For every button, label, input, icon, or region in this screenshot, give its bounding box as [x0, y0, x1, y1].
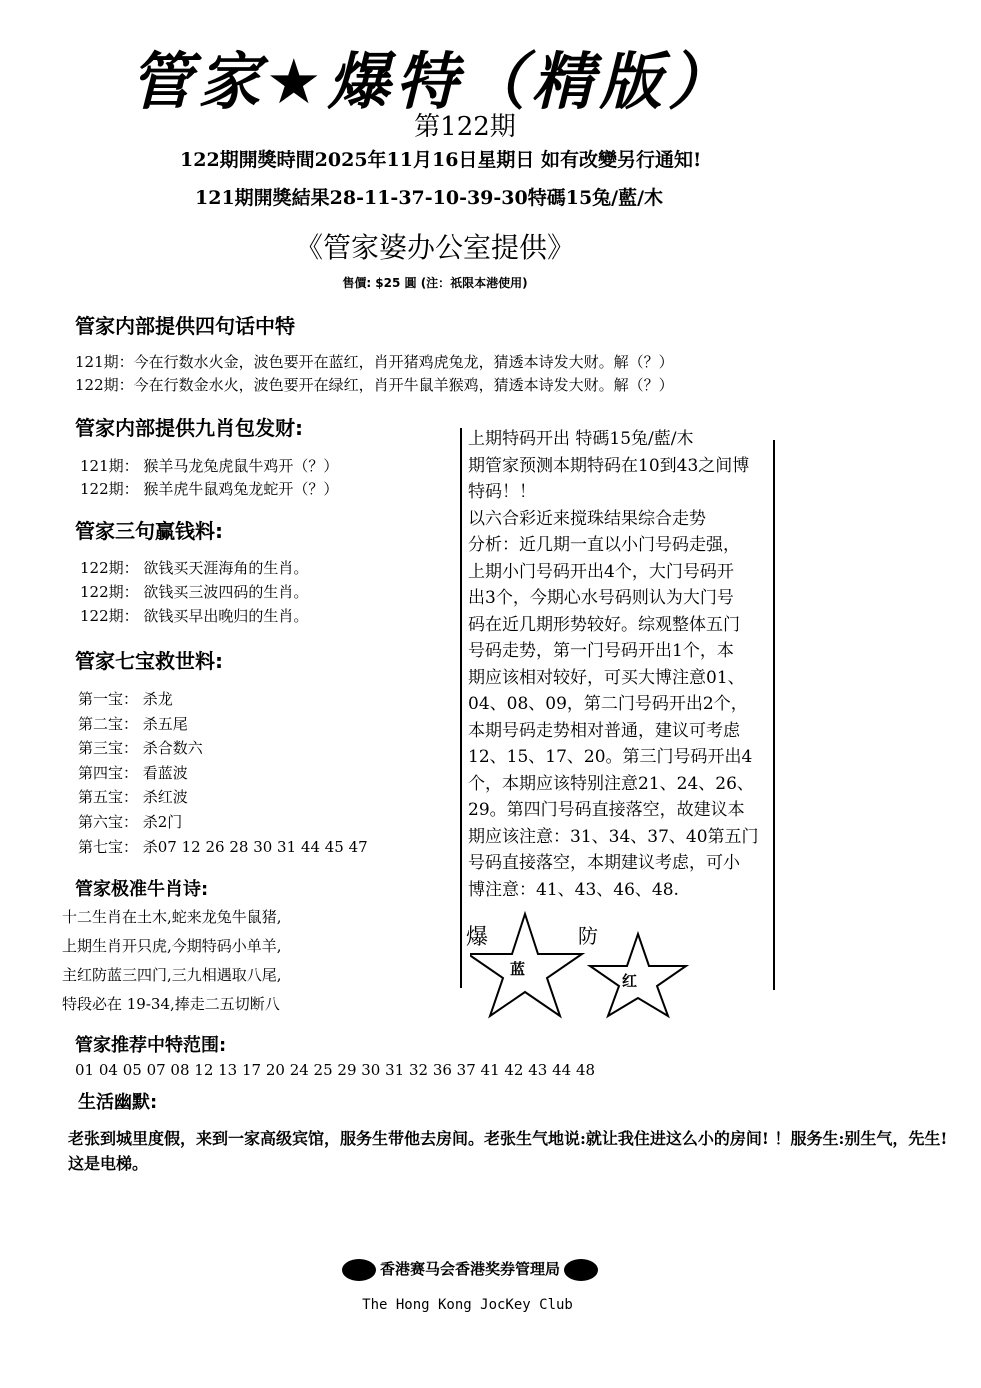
- three-lines-item: 122期： 欲钱买三波四码的生肖。: [80, 583, 309, 601]
- footer-logo: [0, 1258, 940, 1281]
- issue-number: 第122期: [414, 112, 516, 142]
- nine-zodiac-item: 122期： 猴羊虎牛鼠鸡兔龙蛇开（？）: [80, 480, 339, 498]
- analysis-line: 号码走势，第一门号码开出1个，本: [468, 641, 734, 661]
- treasure-item: 第一宝： 杀龙: [78, 690, 173, 708]
- four-lines-heading: 管家内部提供四句话中特: [75, 314, 295, 338]
- poem-heading: 管家极准牛肖诗:: [75, 879, 209, 900]
- range-numbers: 01 04 05 07 08 12 13 17 20 24 25 29 30 31 32 36 37 41 42 43 44 48: [75, 1061, 596, 1079]
- jockey-club-emblem-icon: [564, 1259, 598, 1281]
- jockey-club-emblem-icon: [342, 1259, 376, 1281]
- range-heading: 管家推荐中特范围:: [75, 1035, 227, 1056]
- analysis-line: 以六合彩近来搅珠结果综合走势: [468, 508, 706, 529]
- humor-text: 老张到城里度假，来到一家高级宾馆，服务生带他去房间。老张生气地说:就让我住进这么小的房间! ！服务生:别生气，先生! 这是电梯。: [68, 1129, 948, 1173]
- analysis-line: 期应该注意：31、34、37、40第五门: [468, 826, 759, 847]
- analysis-line: 期应该相对较好，可买大博注意01、: [468, 667, 745, 688]
- analysis-line: 上期小门号码开出4个，大门号码开: [468, 561, 734, 582]
- treasure-item: 第七宝： 杀07 12 26 28 30 31 44 45 47: [78, 838, 368, 856]
- stars-graphic: [470, 910, 710, 1020]
- poem-line: 特段必在 19-34,捧走二五切断八: [62, 995, 280, 1013]
- three-lines-item: 122期： 欲钱买早出晚归的生肖。: [80, 607, 309, 625]
- box-border-right: [773, 440, 775, 990]
- analysis-line: 个，本期应该特别注意21、24、26、: [468, 773, 754, 794]
- analysis-line: 本期号码走势相对普通，建议可考虑: [468, 720, 740, 741]
- star-icon: [470, 914, 582, 1016]
- poem-line: 上期生肖开只虎,今期特码小单羊,: [62, 937, 282, 955]
- analysis-line: 博注意：41、43、46、48.: [468, 879, 679, 900]
- four-lines-item: 122期：今在行数金水火，波色要开在绿红，肖开牛鼠羊猴鸡，猜透本诗发大财。解（？）: [75, 376, 674, 394]
- analysis-line: 码在近几期形势较好。综观整体五门: [468, 614, 740, 635]
- red-label: 红: [622, 972, 638, 990]
- analysis-line: 分析：近几期一直以小门号码走强，: [468, 535, 740, 555]
- bao-label: 爆: [466, 925, 489, 950]
- treasure-item: 第四宝： 看蓝波: [78, 764, 188, 782]
- seven-treasures-heading: 管家七宝救世料:: [75, 649, 223, 673]
- analysis-line: 号码直接落空，本期建议考虑，可小: [468, 853, 740, 873]
- analysis-line: 上期特码开出 特碼15兔/藍/木: [468, 429, 694, 449]
- nine-zodiac-item: 121期： 猴羊马龙兔虎鼠牛鸡开（？）: [80, 457, 339, 475]
- star-icon: [590, 934, 686, 1016]
- draw-time: 122期開獎時間2025年11月16日星期日 如有改變另行通知!: [180, 149, 702, 171]
- analysis-line: 出3个，今期心水号码则认为大门号: [468, 588, 734, 608]
- analysis-line: 29。第四门号码直接落空，故建议本: [468, 800, 745, 820]
- analysis-box: [460, 418, 775, 990]
- provider: 《管家婆办公室提供》: [294, 231, 575, 264]
- nine-zodiac-heading: 管家内部提供九肖包发财:: [75, 416, 303, 440]
- four-lines-item: 121期：今在行数水火金，波色要开在蓝红，肖开猪鸡虎兔龙，猜透本诗发大财。解（？）: [75, 353, 674, 371]
- poem-line: 十二生肖在土木,蛇来龙兔牛鼠猪,: [62, 908, 282, 926]
- three-lines-heading: 管家三句赢钱料:: [75, 519, 223, 543]
- treasure-item: 第五宝： 杀红波: [78, 788, 188, 806]
- footer-org: 香港赛马会香港奖券管理局: [379, 1260, 560, 1278]
- last-result: 121期開獎結果28-11-37-10-39-30特碼15兔/藍/木: [195, 187, 664, 209]
- treasure-item: 第六宝： 杀2门: [78, 813, 183, 831]
- treasure-item: 第二宝： 杀五尾: [78, 715, 188, 733]
- analysis-line: 特码！！: [468, 482, 536, 502]
- fang-label: 防: [578, 924, 598, 948]
- treasure-item: 第三宝： 杀合数六: [78, 739, 203, 757]
- price: 售價: $25 圓 (注：祇限本港使用): [342, 276, 528, 290]
- footer-english: The Hong Kong JocKey Club: [362, 1297, 573, 1313]
- poem-line: 主红防蓝三四门,三九相遇取八尾,: [62, 966, 282, 984]
- three-lines-item: 122期： 欲钱买天涯海角的生肖。: [80, 559, 309, 577]
- box-border-left: [460, 428, 462, 988]
- analysis-line: 12、15、17、20。第三门号码开出4: [468, 747, 753, 767]
- blue-label: 蓝: [510, 960, 526, 978]
- page-title: 管家★爆特（精版）: [130, 45, 736, 118]
- analysis-line: 04、08、09，第二门号码开出2个，: [468, 694, 748, 714]
- humor-heading: 生活幽默:: [78, 1092, 158, 1113]
- analysis-line: 期管家预测本期特码在10到43之间博: [468, 455, 750, 476]
